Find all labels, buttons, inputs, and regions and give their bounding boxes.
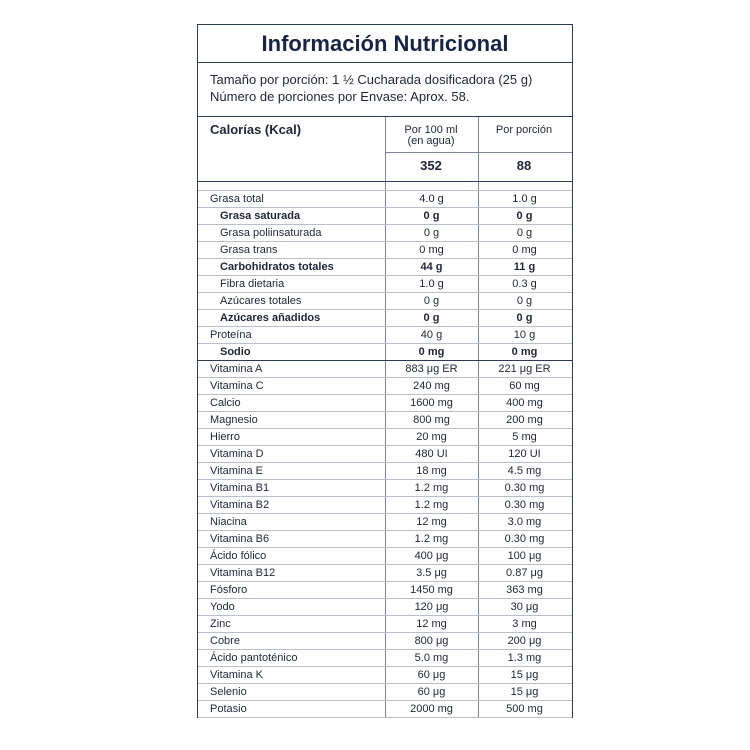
table-row: [198, 310, 572, 327]
nutrient-name: Vitamina B6: [210, 533, 270, 545]
table-row: [198, 208, 572, 225]
panel-title: Información Nutricional: [198, 25, 572, 63]
value-per-serving: 30 μg: [478, 599, 570, 615]
value-per-serving: 363 mg: [478, 582, 570, 598]
value-per-100ml: 0 g: [385, 310, 477, 326]
value-per-100ml: 1.0 g: [385, 276, 477, 292]
value-per-serving: 60 mg: [478, 378, 570, 394]
value-per-serving: 1.0 g: [478, 191, 570, 207]
nutrient-name: Grasa trans: [220, 244, 278, 256]
value-per-100ml: 800 mg: [385, 412, 477, 428]
calories-label: Calorías (Kcal): [210, 122, 302, 137]
value-per-serving: 0.30 mg: [478, 531, 570, 547]
nutrient-name: Fósforo: [210, 584, 248, 596]
nutrient-name: Magnesio: [210, 414, 258, 426]
value-per-serving: 15 μg: [478, 667, 570, 683]
table-row: [198, 395, 572, 412]
value-per-serving: 0 mg: [478, 344, 570, 360]
value-per-serving: 120 UI: [478, 446, 570, 462]
value-per-100ml: 18 mg: [385, 463, 477, 479]
table-row: [198, 650, 572, 667]
table-row: [198, 599, 572, 616]
table-row: [198, 480, 572, 497]
table-row: [198, 565, 572, 582]
value-per-serving: 0 g: [478, 293, 570, 309]
nutrient-name: Vitamina C: [210, 380, 264, 392]
value-per-100ml: 20 mg: [385, 429, 477, 445]
value-per-serving: 400 mg: [478, 395, 570, 411]
value-per-100ml: 800 μg: [385, 633, 477, 649]
table-row: [198, 497, 572, 514]
nutrient-name: Ácido fólico: [210, 550, 267, 562]
value-per-100ml: 1450 mg: [385, 582, 477, 598]
value-per-100ml: 0 g: [385, 225, 477, 241]
value-per-100ml: 60 μg: [385, 667, 477, 683]
calories-per-100ml: 352: [420, 158, 442, 173]
calories-per-serving: 88: [516, 158, 532, 173]
value-per-serving: 4.5 mg: [478, 463, 570, 479]
value-per-serving: 0.3 g: [478, 276, 570, 292]
value-per-100ml: 12 mg: [385, 616, 477, 632]
nutrient-name: Azúcares añadidos: [220, 312, 321, 324]
table-row: [198, 191, 572, 208]
per-serving-header: Por porción: [495, 124, 553, 136]
value-per-serving: 11 g: [478, 259, 570, 275]
table-row: [198, 293, 572, 310]
nutrient-name: Calcio: [210, 397, 241, 409]
value-per-serving: 0 mg: [478, 242, 570, 258]
nutrient-name: Vitamina K: [210, 669, 263, 681]
value-per-100ml: 3.5 μg: [385, 565, 477, 581]
value-per-serving: 15 μg: [478, 684, 570, 700]
table-row: [198, 276, 572, 293]
table-row: [198, 327, 572, 344]
table-row: [198, 429, 572, 446]
nutrient-name: Sodio: [220, 346, 251, 358]
table-row: [198, 616, 572, 633]
table-row: [198, 463, 572, 480]
value-per-serving: 5 mg: [478, 429, 570, 445]
nutrient-name: Hierro: [210, 431, 240, 443]
table-row: [198, 446, 572, 463]
per-100ml-header-line2: (en agua): [407, 135, 455, 147]
value-per-100ml: 1.2 mg: [385, 531, 477, 547]
table-row: [198, 242, 572, 259]
value-per-serving: 200 mg: [478, 412, 570, 428]
value-per-serving: 200 μg: [478, 633, 570, 649]
nutrient-name: Vitamina B12: [210, 567, 276, 579]
table-row: [198, 412, 572, 429]
nutrient-name: Cobre: [210, 635, 240, 647]
value-per-serving: 0.87 μg: [478, 565, 570, 581]
nutrient-name: Selenio: [210, 686, 247, 698]
value-per-100ml: 12 mg: [385, 514, 477, 530]
value-per-100ml: 0 g: [385, 293, 477, 309]
per-100ml-header-line1: Por 100 ml: [404, 124, 458, 136]
value-per-100ml: 1600 mg: [385, 395, 477, 411]
value-per-100ml: 120 μg: [385, 599, 477, 615]
table-row: [198, 344, 572, 361]
nutrient-name: Carbohidratos totales: [220, 261, 334, 273]
nutrient-name: Yodo: [210, 601, 235, 613]
nutrient-table: [198, 182, 572, 718]
value-per-100ml: 4.0 g: [385, 191, 477, 207]
nutrient-name: Fibra dietaria: [220, 278, 285, 290]
table-row: [198, 361, 572, 378]
table-row: [198, 259, 572, 276]
value-per-serving: 10 g: [478, 327, 570, 343]
nutrient-name: Niacina: [210, 516, 247, 528]
per-100ml-header: [385, 125, 477, 147]
nutrient-name: Grasa poliinsaturada: [220, 227, 322, 239]
table-row: [198, 701, 572, 718]
value-per-100ml: 5.0 mg: [385, 650, 477, 666]
nutrition-facts-panel: [197, 24, 573, 718]
value-per-serving: 0 g: [478, 225, 570, 241]
nutrient-name: Vitamina B2: [210, 499, 270, 511]
value-per-100ml: 60 μg: [385, 684, 477, 700]
value-per-100ml: 1.2 mg: [385, 497, 477, 513]
value-per-100ml: 240 mg: [385, 378, 477, 394]
value-per-100ml: 480 UI: [385, 446, 477, 462]
nutrient-name: Vitamina A: [210, 363, 263, 375]
nutrient-name: Potasio: [210, 703, 247, 715]
value-per-100ml: 0 mg: [385, 344, 477, 360]
value-per-100ml: 400 μg: [385, 548, 477, 564]
nutrient-name: Vitamina E: [210, 465, 263, 477]
table-row: [198, 225, 572, 242]
table-row: [198, 667, 572, 684]
value-per-serving: 3 mg: [478, 616, 570, 632]
value-per-serving: 500 mg: [478, 701, 570, 717]
serving-info: [198, 63, 572, 117]
table-row: [198, 582, 572, 599]
value-per-serving: 3.0 mg: [478, 514, 570, 530]
serving-size: Tamaño por porción: 1 ½ Cucharada dosificadora (25 g): [210, 72, 533, 87]
calories-header: [198, 117, 572, 182]
value-per-serving: 0 g: [478, 310, 570, 326]
value-per-serving: 0 g: [478, 208, 570, 224]
value-per-100ml: 0 mg: [385, 242, 477, 258]
table-row: [198, 548, 572, 565]
value-per-100ml: 883 μg ER: [385, 361, 477, 377]
nutrient-name: Proteína: [210, 329, 252, 341]
value-per-serving: 1.3 mg: [478, 650, 570, 666]
value-per-100ml: 44 g: [385, 259, 477, 275]
table-row: [198, 633, 572, 650]
header-separator: [385, 152, 572, 153]
table-row: [198, 514, 572, 531]
nutrient-name: Grasa saturada: [220, 210, 301, 222]
nutrient-name: Vitamina D: [210, 448, 264, 460]
value-per-serving: 221 μg ER: [478, 361, 570, 377]
value-per-100ml: 1.2 mg: [385, 480, 477, 496]
value-per-100ml: 2000 mg: [385, 701, 477, 717]
nutrient-name: Grasa total: [210, 193, 264, 205]
nutrient-name: Ácido pantoténico: [210, 652, 298, 664]
nutrient-name: Zinc: [210, 618, 231, 630]
table-row: [198, 378, 572, 395]
table-row: [198, 531, 572, 548]
servings-per-container: Número de porciones por Envase: Aprox. 58.: [210, 89, 470, 104]
value-per-serving: 0.30 mg: [478, 497, 570, 513]
nutrient-name: Azúcares totales: [220, 295, 302, 307]
nutrient-name: Vitamina B1: [210, 482, 270, 494]
table-spacer: [198, 182, 572, 191]
value-per-serving: 100 μg: [478, 548, 570, 564]
value-per-100ml: 0 g: [385, 208, 477, 224]
table-row: [198, 684, 572, 701]
value-per-serving: 0.30 mg: [478, 480, 570, 496]
value-per-100ml: 40 g: [385, 327, 477, 343]
